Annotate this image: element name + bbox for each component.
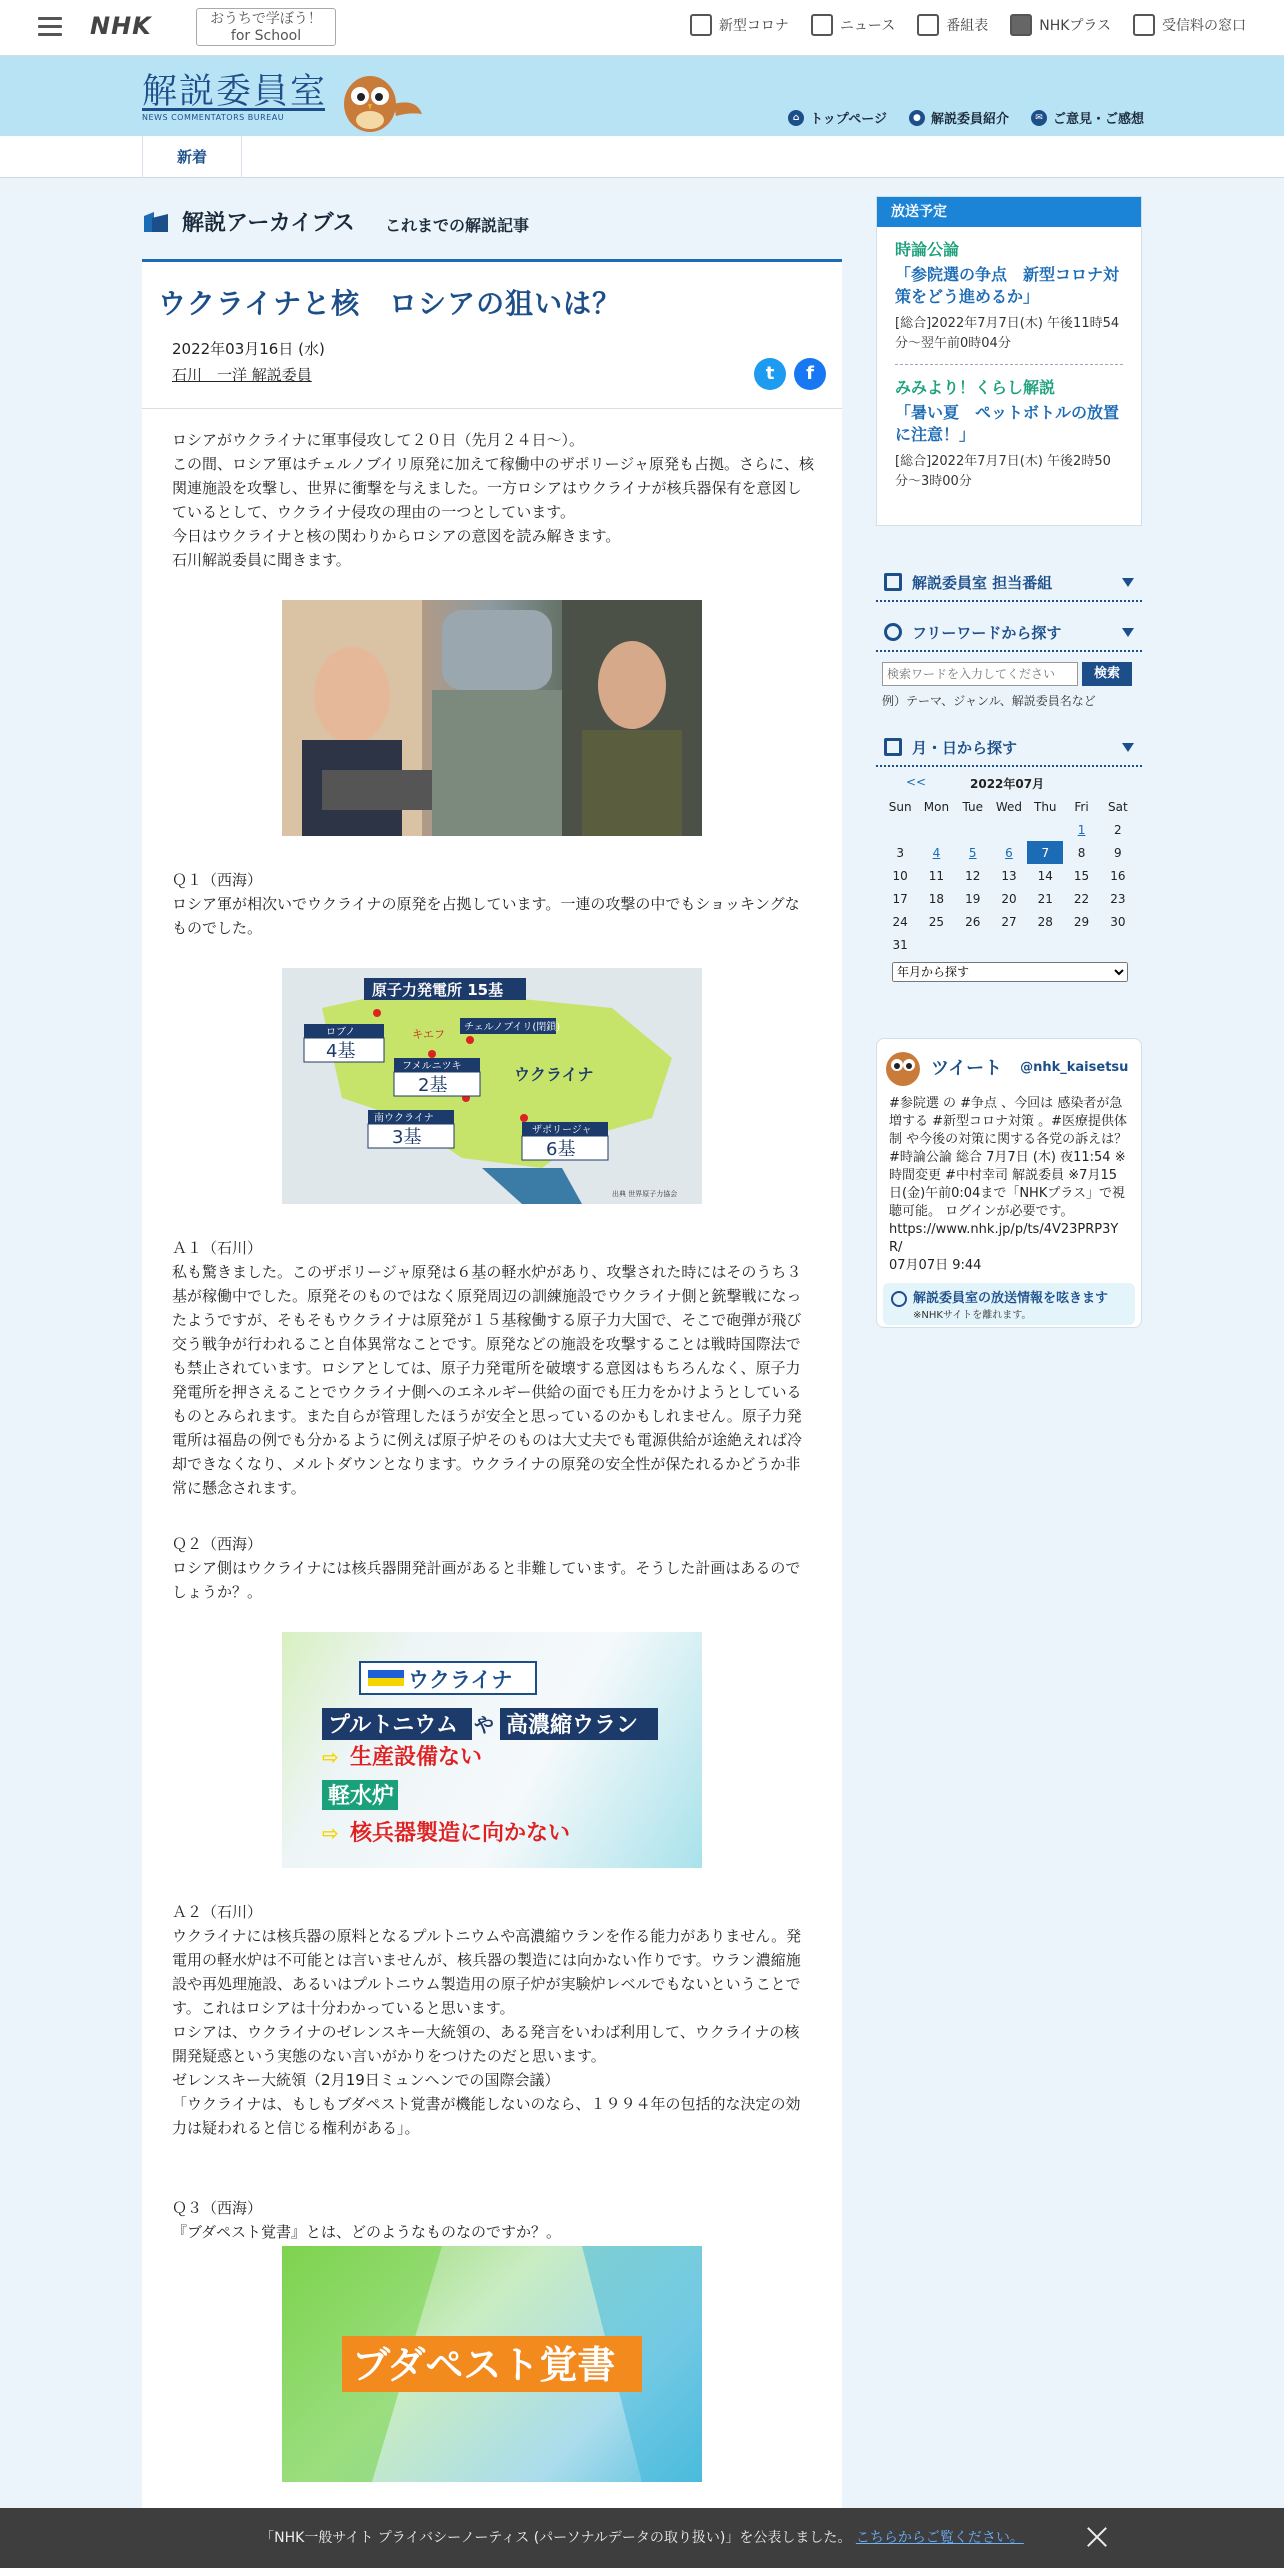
chevron-down-icon bbox=[1122, 628, 1134, 637]
section-freeword[interactable] bbox=[876, 614, 1142, 652]
program-1-time: [総合]2022年7月7日(木) 午後11時54分～翌午前0時04分 bbox=[895, 316, 1120, 351]
archive-header bbox=[142, 196, 842, 262]
nav-plus-label: NHKプラス bbox=[1039, 18, 1111, 34]
nhkplus-icon bbox=[1010, 14, 1032, 36]
divider bbox=[142, 408, 842, 409]
nav-schedule[interactable] bbox=[917, 14, 988, 36]
article-image-leaders bbox=[282, 600, 702, 836]
privacy-notice-bar bbox=[0, 2508, 1284, 2568]
nav-feedback-label: ご意見・ご感想 bbox=[1052, 112, 1144, 127]
chevron-down-icon bbox=[1122, 743, 1134, 752]
cal-weekday: Tue bbox=[962, 799, 983, 814]
cal-day[interactable]: 1 bbox=[1077, 822, 1086, 837]
tweet-widget bbox=[876, 1038, 1142, 1328]
section-calendar[interactable] bbox=[876, 729, 1142, 767]
tweet-handle[interactable]: @nhk_kaisetsu bbox=[1020, 1059, 1129, 1075]
global-header bbox=[0, 0, 1284, 56]
tweet-body: #参院選 の #争点 、今回は 感染者が急増する #新型コロナ対策 。#医療提供体制 や今後の対策に関する各党の訴えは？ #時論公論 総合 7月7日 (木) 夜11:54 ※時間変更 #中村幸司 解説委員 ※7月15日(金)午前0:04まで「NHKプラス」で視聴可能。 ログインが必要です。 bbox=[889, 1096, 1128, 1219]
cal-day[interactable]: 4 bbox=[932, 845, 941, 860]
fig3-plutonium: プルトニウム bbox=[328, 1713, 459, 1738]
article-title: ウクライナと核 ロシアの狙いは？ bbox=[158, 287, 622, 320]
cal-weekday: Thu bbox=[1033, 799, 1057, 814]
global-nav bbox=[690, 14, 1246, 36]
news-icon bbox=[811, 14, 833, 36]
calendar-icon bbox=[884, 738, 902, 756]
cal-day: 8 bbox=[1077, 845, 1086, 860]
cal-day[interactable]: 6 bbox=[1005, 845, 1013, 860]
archive-subtitle: これまでの解説記事 bbox=[385, 216, 530, 235]
nav-covid-label: 新型コロナ bbox=[718, 18, 789, 34]
twitter-icon[interactable]: t bbox=[754, 358, 786, 390]
nav-commentators[interactable] bbox=[909, 108, 1009, 127]
privacy-notice-link[interactable]: こちらからご覧ください。 bbox=[855, 2530, 1024, 2546]
nav-covid[interactable] bbox=[690, 14, 789, 36]
tweet-cta-note: ※NHKサイトを離れます。 bbox=[913, 1310, 1032, 1321]
privacy-notice-text: 「NHK一般サイト プライバシーノーティス (パーソナルデータの取り扱い)」を公表しました。 bbox=[260, 2530, 852, 2546]
tweet-cta-text: 解説委員室の放送情報を呟きます bbox=[913, 1291, 1109, 1306]
article-date: 2022年03月16日 (水) bbox=[172, 340, 325, 358]
fig3-country: ウクライナ bbox=[408, 1668, 513, 1692]
leaders-photo-art bbox=[282, 600, 702, 836]
map-title: 原子力発電所 15基 bbox=[372, 981, 504, 999]
chevron-down-icon bbox=[1122, 578, 1134, 587]
tweet-url[interactable]: https://www.nhk.jp/p/ts/4V23PRP3YR/ bbox=[889, 1222, 1119, 1255]
program-1-type[interactable]: 時論公論 bbox=[895, 240, 960, 259]
cal-day: 9 bbox=[1114, 845, 1122, 860]
cal-prev[interactable]: << bbox=[906, 775, 927, 789]
program-1-title[interactable]: 「参院選の争点 新型コロナ対策をどう進めるか」 bbox=[895, 265, 1120, 306]
section-calendar-label: 月・日から探す bbox=[912, 738, 1018, 757]
map-south-count: 3基 bbox=[392, 1127, 422, 1148]
budapest-graphic bbox=[282, 2246, 702, 2482]
answer-1: Ａ１（石川） 私も驚きました。このザポリージャ原発は６基の軽水炉があり、攻撃された時にはそのうち３基が稼働中でした。原発そのものではなく原発周辺の訓練施設でウクライナ側と銃撃戦になったようですが、そもそもウクライナは原発が１５基稼働する原子力大国で、そこで砲弾が飛び交う戦争が行われること自体異常なことです。原発などの施設を攻撃することは戦時国際法でも禁止されています。ロシアとしては、原子力発電所を破壊する意図はもちろんなく、原子力発電所を押さえることでウクライナ側へのエネルギー供給の面でも圧力をかけようとしているものとみられます。また自らが管理したほうが安全と思っているのかもしれません。原子力発電所は福島の例でも分かるように例えば原子炉そのものは大丈夫でも電源供給が途絶えれば冷却できなくなり、メルトダウンとなります。ウクライナの原発の安全性が保たれるかどうか非常に懸念されます。 bbox=[172, 1239, 803, 1497]
cal-weekday: Sat bbox=[1108, 799, 1128, 814]
cal-day: 3 bbox=[896, 845, 904, 860]
covid-icon bbox=[690, 14, 712, 36]
program-2-type[interactable]: みみより！くらし解説 bbox=[895, 378, 1056, 397]
archive-title: 解説アーカイブス bbox=[182, 211, 355, 236]
nav-news[interactable] bbox=[811, 14, 895, 36]
nav-top-label: トップページ bbox=[810, 112, 887, 127]
cal-day[interactable]: 5 bbox=[968, 845, 977, 860]
fig3-lwr: 軽水炉 bbox=[328, 1784, 395, 1809]
article-intro: ロシアがウクライナに軍事侵攻して２０日（先月２４日～）。 この間、ロシア軍はチェルノブイリ原発に加えて稼働中のザポリージャ原発も占拠。さらに、核関連施設を攻撃し、世界に衝撃を与えました。一方ロシアはウクライナが核兵器保有を意図しているとして、ウクライナ侵攻の理由の一つとしています。 今日はウクライナと核の関わりからロシアの意図を読み解きます。 石川解説委員に聞きます。 bbox=[172, 431, 815, 569]
home-icon: ⌂ bbox=[788, 110, 804, 126]
mail-icon: ✉ bbox=[1031, 110, 1047, 126]
person-icon: ● bbox=[909, 110, 925, 126]
sidebar-sections bbox=[876, 564, 1142, 982]
play-icon bbox=[891, 1291, 907, 1307]
tweet-title: ツイート bbox=[931, 1058, 1003, 1079]
cal-weekday: Fri bbox=[1074, 799, 1089, 814]
ukraine-nuclear-map bbox=[282, 968, 702, 1204]
nav-schedule-label: 番組表 bbox=[946, 18, 989, 34]
article-image-plutonium bbox=[282, 1632, 702, 1868]
school-line1: おうちで学ぼう！ bbox=[210, 11, 322, 27]
banner-nav bbox=[788, 108, 1144, 127]
svg-text:⇨: ⇨ bbox=[322, 1821, 339, 1845]
tab-new[interactable]: 新着 bbox=[142, 136, 242, 178]
hand-icon bbox=[1133, 14, 1155, 36]
fig3-uranium: 高濃縮ウラン bbox=[506, 1713, 639, 1738]
share-buttons bbox=[754, 358, 826, 390]
map-khmel-count: 2基 bbox=[418, 1075, 448, 1096]
question-2: Ｑ２（西海） ロシア側はウクライナには核兵器開発計画があると非難しています。そうした計画はあるのでしょうか？。 bbox=[172, 1535, 801, 1601]
map-chernobyl: チェルノブイリ(閉鎖) bbox=[464, 1022, 561, 1033]
question-1: Ｑ１（西海） ロシア軍が相次いでウクライナの原発を占拠しています。一連の攻撃の中でもショッキングなものでした。 bbox=[172, 871, 800, 937]
month-select[interactable] bbox=[892, 962, 1128, 982]
plutonium-graphic bbox=[282, 1632, 702, 1868]
article-image-budapest bbox=[282, 2246, 702, 2482]
map-south: 南ウクライナ bbox=[374, 1113, 434, 1124]
menu-icon[interactable] bbox=[38, 14, 62, 38]
nav-feedback[interactable] bbox=[1031, 108, 1144, 127]
school-link[interactable] bbox=[196, 8, 336, 46]
program-2-time: [総合]2022年7月7日(木) 午後2時50分～3時00分 bbox=[895, 454, 1111, 489]
cal-day-today[interactable]: 7 bbox=[1027, 841, 1063, 864]
fig3-ya: や bbox=[474, 1713, 494, 1737]
tv-icon bbox=[884, 573, 902, 591]
map-zapo: ザポリージャ bbox=[532, 1125, 592, 1136]
article-column bbox=[142, 196, 842, 2568]
star-icon bbox=[884, 623, 902, 641]
search-hint: 例）テーマ、ジャンル、解説委員名など bbox=[882, 694, 1096, 708]
nav-fee-label: 受信料の窓口 bbox=[1162, 18, 1246, 34]
fig3-not-suitable: 核兵器製造に向かない bbox=[350, 1821, 571, 1846]
facebook-icon[interactable]: f bbox=[794, 358, 826, 390]
cal-month: 2022年07月 bbox=[970, 777, 1045, 791]
map-zapo-count: 6基 bbox=[546, 1139, 576, 1160]
search-button[interactable]: 検索 bbox=[1082, 662, 1132, 686]
nav-commentators-label: 解説委員紹介 bbox=[930, 112, 1009, 127]
map-kiev: キエフ bbox=[412, 1028, 445, 1041]
owl-avatar-icon bbox=[883, 1047, 923, 1087]
question-3: Ｑ３（西海） 『ブダペスト覚書』とは、どのようなものなのですか？。 bbox=[172, 2199, 561, 2241]
fig4-text: ブダペスト覚書 bbox=[352, 2343, 616, 2387]
cal-weekday: Wed bbox=[995, 799, 1023, 814]
broadcast-schedule bbox=[876, 196, 1142, 526]
calendar: Sun Mon Tue Wed Thu Fri Sat 1 2 3 4 5 6 7 8 9 10 11 12 13 14 15 16 17 18 19 20 21 22 23 24 25 26 27 28 29 30 31 bbox=[882, 795, 1136, 956]
article-image-map bbox=[282, 968, 702, 1204]
cal-weekday: Mon bbox=[923, 799, 950, 814]
nav-fee[interactable] bbox=[1133, 14, 1246, 36]
cal-day: 2 bbox=[1114, 822, 1122, 837]
map-country: ウクライナ bbox=[514, 1065, 594, 1084]
map-khmel: フメルニツキ bbox=[402, 1061, 462, 1072]
cal-weekday: Sun bbox=[888, 799, 912, 814]
site-title[interactable]: 解説委員室 bbox=[142, 72, 328, 112]
nhk-logo[interactable]: NHK bbox=[90, 12, 152, 40]
program-2-title[interactable]: 「暑い夏 ペットボトルの放置に注意！」 bbox=[895, 403, 1120, 444]
section-programs[interactable] bbox=[876, 564, 1142, 602]
site-banner bbox=[0, 56, 1284, 136]
owl-mascot-icon bbox=[330, 64, 426, 134]
nav-top[interactable] bbox=[788, 108, 887, 127]
school-line2: for School bbox=[230, 28, 302, 44]
section-freeword-label: フリーワードから探す bbox=[912, 623, 1062, 642]
tweet-cta[interactable] bbox=[883, 1283, 1135, 1325]
tweet-date: 07月07日 9:44 bbox=[889, 1258, 982, 1273]
search-input[interactable] bbox=[882, 662, 1078, 686]
grid-icon bbox=[917, 14, 939, 36]
map-rovno: ロブノ bbox=[326, 1027, 356, 1038]
folder-icon bbox=[142, 210, 170, 234]
section-programs-label: 解説委員室 担当番組 bbox=[912, 573, 1053, 592]
answer-2: Ａ２（石川） ウクライナには核兵器の原料となるプルトニウムや高濃縮ウランを作る能力がありません。発電用の軽水炉は不可能とは言いませんが、核兵器の製造には向かない作りです。ウラン濃縮施設や再処理施設、あるいはプルトニウム製造用の原子炉が実験炉レベルでもないということです。これはロシアは十分わかっていると思います。 ロシアは、ウクライナのゼレンスキー大統領の、ある発言をいわば利用して、ウクライナの核開発疑惑という実態のない言いがかりをつけたのだと思います。 ゼレンスキー大統領（2月19日ミュンヘンでの国際会議） 「ウクライナは、もしもブダペスト覚書が機能しないのなら、１９９４年の包括的な決定の効力は疑われると信じる権利がある」。 bbox=[172, 1903, 802, 2137]
map-rovno-count: 4基 bbox=[326, 1041, 356, 1062]
tab-bar bbox=[0, 136, 1284, 178]
svg-text:⇨: ⇨ bbox=[322, 1745, 339, 1769]
nav-news-label: ニュース bbox=[839, 18, 896, 34]
article-author[interactable]: 石川 一洋 解説委員 bbox=[172, 366, 312, 384]
close-icon[interactable] bbox=[1084, 2524, 1110, 2550]
fig3-no-facility: 生産設備ない bbox=[350, 1745, 483, 1770]
schedule-header: 放送予定 bbox=[877, 197, 1141, 227]
map-source: 出典 世界原子力協会 bbox=[612, 1190, 678, 1198]
nav-plus[interactable] bbox=[1010, 14, 1111, 36]
site-subtitle: NEWS COMMENTATORS BUREAU bbox=[142, 108, 325, 122]
